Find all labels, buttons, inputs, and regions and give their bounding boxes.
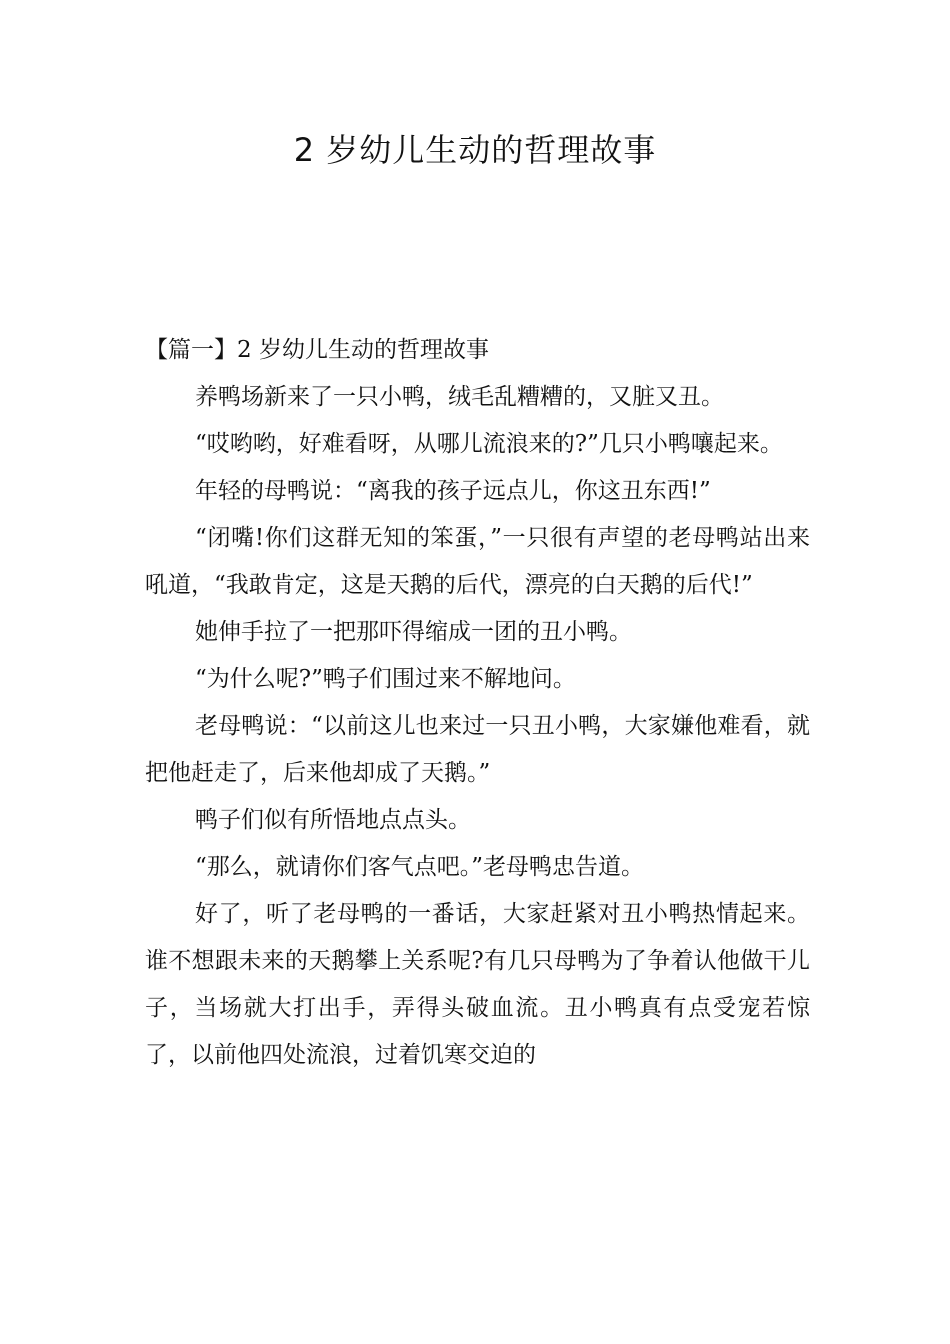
- paragraph-1: 养鸭场新来了一只小鸭，绒毛乱糟糟的，又脏又丑。: [195, 384, 724, 410]
- document-title: 2 岁幼儿生动的哲理故事: [293, 131, 657, 169]
- paragraph-10: 好了，听了老母鸭的一番话，大家赶紧对丑小鸭热情起来。谁不想跟未来的天鹅攀上关系呢?有几只母鸭为了争着认他做干儿子，当场就大打出手，弄得头破血流。丑小鸭真有点受宠若惊了，以前他四处流浪，过着饥寒交迫的: [145, 901, 810, 1068]
- paragraph-4: “闭嘴!你们这群无知的笨蛋，”一只很有声望的老母鸭站出来吼道，“我敢肯定，这是天鹅的后代，漂亮的白天鹅的后代!”: [145, 525, 810, 598]
- document-body: [145, 327, 810, 1079]
- paragraph-8: 鸭子们似有所悟地点点头。: [195, 807, 471, 833]
- paragraph-6: “为什么呢?”鸭子们围过来不解地问。: [195, 666, 576, 692]
- paragraph-3: 年轻的母鸭说：“离我的孩子远点儿，你这丑东西!”: [195, 478, 711, 504]
- paragraph-9: “那么，就请你们客气点吧。”老母鸭忠告道。: [195, 854, 645, 880]
- paragraph-7: 老母鸭说：“以前这儿也来过一只丑小鸭，大家嫌他难看，就把他赶走了，后来他却成了天鹅。”: [145, 713, 810, 786]
- paragraph-5: 她伸手拉了一把那吓得缩成一团的丑小鸭。: [195, 619, 632, 645]
- paragraph-2: “哎哟哟，好难看呀，从哪儿流浪来的?”几只小鸭嚷起来。: [195, 431, 783, 457]
- section-heading: 【篇一】2 岁幼儿生动的哲理故事: [145, 337, 489, 363]
